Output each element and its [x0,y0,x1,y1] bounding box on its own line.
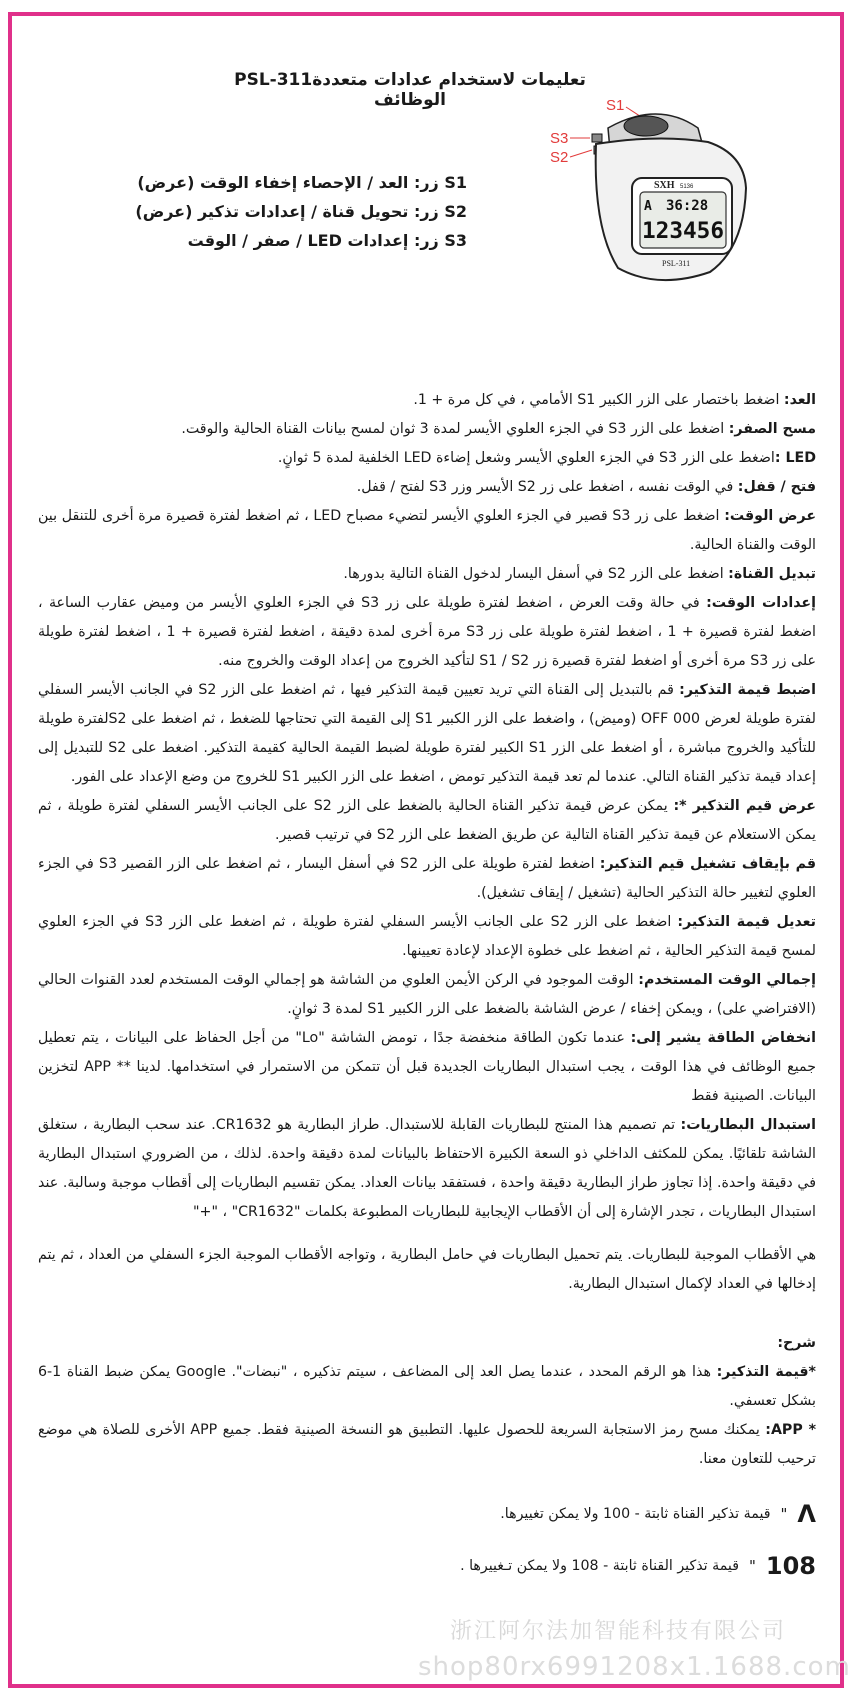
para-lock: فتح / قفل: في الوقت نفسه ، اضغط على زر S2 الأيسر وزر S3 لفتح / قفل. [356,479,816,495]
symbol-100-text: قيمة تذكير القناة ثابتة - 100 ولا يمكن تغييرها. [500,1505,771,1522]
counter-device-illustration [548,98,758,298]
lcd-time: 36:28 [666,198,709,214]
para-time-display: عرض الوقت: اضغط على زر S3 قصير في الجزء العلوي الأيسر لتضيء مصباح LED ، ثم اضغط لفترة قصيرة مرة أخرى للتنقل بين الوقت والقناة الحالية. [38,508,817,553]
watermark-company: 浙江阿尔法加智能科技有限公司 [450,1619,787,1644]
para-total-time: إجمالي الوقت المستخدم: الوقت الموجود في الركن الأيمن العلوي من الشاشة هو إجمالي الوقت المستخدم لعدد القنوات الحالي (الافتراضي على) ، ويمكن إخفاء / عرض الشاشة بالضغط على الزر الكبير S1 لمدة 3 ثوانٍ. [38,972,816,1017]
lcd-mode: A [644,199,652,214]
symbol-row-100: Λ " قيمة تذكير القناة ثابتة - 100 ولا يمكن تغييرها. [500,1499,816,1528]
symbol-100-icon: Λ [797,1499,816,1528]
para-toggle-reminder: قم بإيقاف تشغيل قيم التذكير: اضغط لفترة طويلة على الزر S2 في أسفل اليسار ، ثم اضغط على الزر القصير S3 في الجزء العلوي لتغيير حالة التذكير الحالية (تشغيل / إيقاف تشغيل). [38,856,816,901]
legend-s3: S3 زر: إعدادات LED / صفر / الوقت [187,231,467,250]
instructions-body [38,386,816,1592]
side-button-s3-icon [592,134,602,142]
top-button-s1-icon [624,116,668,136]
label-s3: S3 [550,130,569,147]
lcd-count: 123456 [642,219,724,244]
para-battery: استبدال البطاريات: تم تصميم هذا المنتج للبطاريات القابلة للاستبدال. طراز البطارية هو CR1632. عند سحب البطارية ، ستغلق الشاشة تلقائيًا. يمكن للمكثف الداخلي ذو السعة الكبيرة الاحتفاظ بالبيانات لمدة دقيقة واحدة. لذلك ، من الضروري استبدال البطارية في دقيقة واحدة. إذا تجاوز طراز البطارية دقيقة واحدة ، فستفقد بيانات العداد. يمكن تقسيم البطاريات إلى أقطاب موجبة وسالبة. عند استبدال البطاريات ، تجدر الإشارة إلى أن الأقطاب الإيجابية للبطاريات المطبوعة بكلمات "CR1632" ، "+" [38,1117,816,1220]
brand-logo: SXH [654,180,675,191]
symbol-108-icon: 108 [765,1551,816,1580]
model-label: PSL-311 [662,259,691,268]
para-view-reminder: عرض قيم التذكير *: يمكن عرض قيمة تذكير القناة الحالية بالضغط على الزر S2 على الجانب الأيسر السفلي لفترة طويلة ، ثم يمكن الاستعلام عن قيمة تذكير القناة التالية عن طريق الضغط على الزر S2 في ترتيب قصير. [38,798,816,843]
para-reset: مسح الصفر: اضغط على الزر S3 في الجزء العلوي الأيسر لمدة 3 ثوان لمسح بيانات القناة الحالية والوقت. [181,421,816,437]
brand-sub: 5136 [680,184,694,190]
page-title: PSL-311تعليمات لاستخدام عدادات متعددة الوظائف [234,70,586,110]
para-count: العد: اضغط باختصار على الزر الكبير S1 الأمامي ، في كل مرة + 1. [413,392,816,408]
note-reminder: *قيمة التذكير: هذا هو الرقم المحدد ، عندما يصل العد إلى المضاعف ، سيتم تذكيره ، "نبضات". Google يمكن ضبط القناة 1-6 بشكل تعسفي. [38,1364,816,1409]
legend-s2: S2 زر: تحويل قناة / إعدادات تذكير (عرض) [135,202,467,221]
watermark-url: shop80rx6991208x1.1688.com [418,1652,851,1682]
legend-s1: S1 زر: العد / الإحصاء إخفاء الوقت (عرض) [137,173,467,192]
pointer-s2 [570,150,592,157]
para-low-power: انخفاض الطاقة يشير إلى: عندما تكون الطاقة منخفضة جدًا ، تومض الشاشة "Lo" من أجل الحفاظ على البيانات ، يتم تعطيل جميع الوظائف في هذا الوقت ، يجب استبدال البطاريات الجديدة قبل أن تتمكن من الاستمرار في استخدامها. لدينا ** APP لتخزين البيانات. الصينية فقط [38,1030,816,1104]
button-legend [135,168,467,255]
label-s2: S2 [550,149,569,166]
para-channel-switch: تبديل القناة: اضغط على الزر S2 في أسفل اليسار لدخول القناة التالية بدورها. [343,566,816,582]
notes-heading: شرح: [777,1335,816,1351]
label-s1: S1 [606,98,625,114]
para-battery-cont: هي الأقطاب الموجبة للبطاريات. يتم تحميل البطاريات في حامل البطارية ، وتواجه الأقطاب الموجبة الجزء السفلي من العداد ، ثم يتم إدخالها في العداد لإكمال استبدال البطارية. [38,1247,816,1292]
para-edit-reminder: تعديل قيمة التذكير: اضغط على الزر S2 على الجانب الأيسر السفلي لفترة طويلة ، ثم اضغط على الزر S3 في الجزء العلوي لمسح قيمة التذكير الحالية ، ثم اضغط على خطوة الإعداد لإعادة تعيينها. [38,914,816,959]
symbol-row-108: 108 " قيمة تذكير القناة ثابتة - 108 ولا يمكن تـغييرها . [460,1551,816,1580]
para-time-settings: إعدادات الوقت: في حالة وقت العرض ، اضغط لفترة طويلة على زر S3 في الجزء العلوي الأيسر من وميض عقارب الساعة ، اضغط لفترة قصيرة + 1 ، اضغط لفترة طويلة على زر S3 مرة أخرى لمدة دقيقة ، اضغط لفترة قصيرة + 1 ، اضغط لفترة طويلة على زر S3 مرة أخرى أو اضغط لفترة قصيرة زر S1 / S2 لتأكيد الخروج من إعداد الوقت والخروج منه. [38,595,816,669]
symbol-108-text: قيمة تذكير القناة ثابتة - 108 ولا يمكن تـغييرها . [460,1557,739,1574]
note-app: * APP: يمكنك مسح رمز الاستجابة السريعة للحصول عليها. التطبيق هو النسخة الصينية فقط. جميع APP الأخرى للصلاة هي موضع ترحيب للتعاون معنا. [38,1422,816,1467]
para-set-reminder: اضبط قيمة التذكير: قم بالتبديل إلى القناة التي تريد تعيين قيمة التذكير فيها ، ثم اضغط على الزر S2 في الجانب الأيسر السفلي لفترة طويلة لعرض OFF 000 (وميض) ، واضغط على الزر الكبير S1 إلى القيمة التي تحتاجها للضغط ، ثم اضغط على S2لفترة طويلة للتأكيد والخروج مباشرة ، أو اضغط على الزر S1 الكبير لفترة طويلة لضبط القيمة الحالية كقيمة التذكير. اضغط على S2 للتبديل إلى إعداد قيمة تذكير القناة التالي. عندما لم تعد قيمة التذكير تومض ، اضغط على الزر الكبير S1 للخروج من وضع الإعداد على الفور. [38,682,817,785]
para-led: LED :اضغط على الزر S3 في الجزء العلوي الأيسر وشعل إضاءة LED الخلفية لمدة 5 ثوانٍ. [277,450,816,466]
